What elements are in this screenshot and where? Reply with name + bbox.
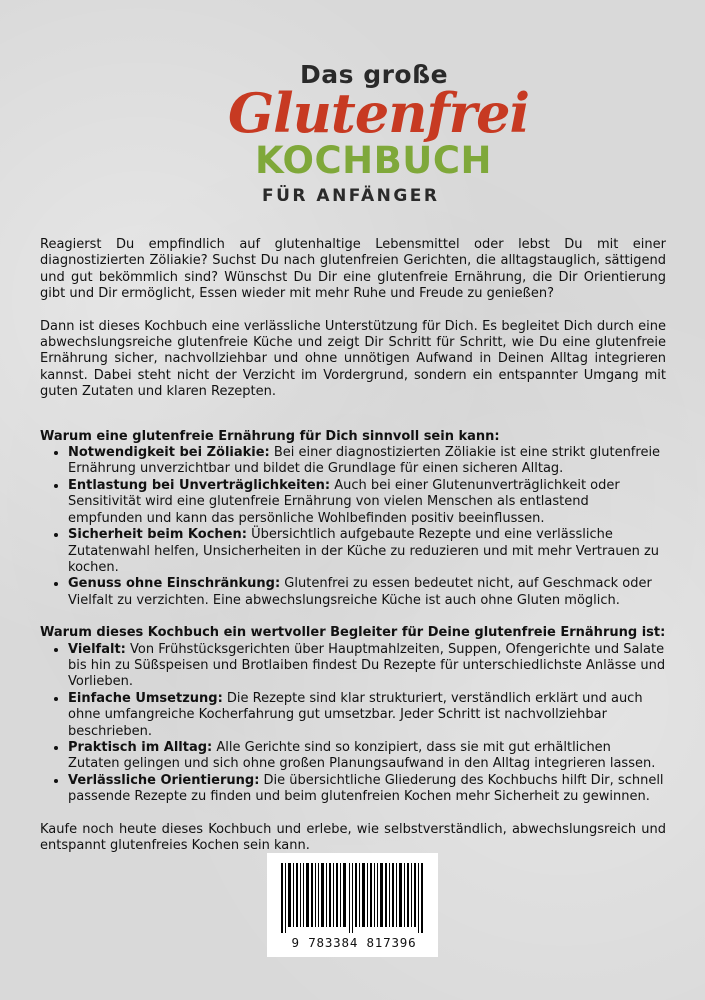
title-block (0, 0, 705, 215)
title-line-kochbuch: KOCHBUCH (255, 139, 492, 182)
list-item-text: Übersichtlich aufgebaute Rezepte und eine verlässliche Zutatenwahl helfen, Unsicherheiten in der Küche zu reduzieren und mit mehr Vertrauen zu kochen. (68, 527, 660, 575)
list-item-term: Entlastung bei Unverträglichkeiten: (68, 477, 331, 493)
back-cover-text (40, 237, 666, 854)
list-item-term: Praktisch im Alltag: (68, 739, 213, 755)
list-item-text: Von Frühstücksgerichten über Hauptmahlzeiten, Suppen, Ofengerichte und Salate bis hin zu Süßspeisen und Brotlaiben findest Du Rezepte für unterschiedlichste Anlässe und Vorlieben. (68, 641, 666, 690)
list-item-term: Einfache Umsetzung: (68, 690, 223, 706)
list-item (68, 691, 666, 740)
section1-list (40, 445, 666, 609)
section1-heading: Warum eine glutenfreie Ernährung für Dich sinnvoll sein kann: (40, 428, 500, 444)
list-item-text: Die Rezepte sind klar strukturiert, verständlich erklärt und auch ohne umfangreiche Kocherfahrung gut umsetzbar. Jeder Schritt ist nachvollziehbar beschrieben. (68, 690, 643, 739)
list-item (68, 773, 666, 806)
title-line-glutenfrei: Glutenfrei (228, 81, 530, 145)
isbn-barcode (267, 853, 438, 957)
list-item-term: Verlässliche Orientierung: (68, 772, 260, 788)
list-item (68, 527, 666, 576)
section2-list (40, 642, 666, 806)
list-item (68, 576, 666, 609)
title-line-das-grosse: Das große (300, 60, 449, 89)
intro-paragraph-2: Dann ist dieses Kochbuch eine verlässliche Unterstützung für Dich. Es begleitet Dich durch eine abwechslungsreiche glutenfreie Küche und zeigt Dir Schritt für Schritt, wie Du eine glutenfreie Ernährung sicher, nachvollziehbar und ohne unnötigen Aufwand in Deinen Alltag integrieren kannst. Dabei steht nicht der Verzicht im Vordergrund, sondern ein entspannter Umgang mit guten Zutaten und klaren Rezepten. (40, 318, 666, 400)
list-item-term: Notwendigkeit bei Zöliakie: (68, 445, 270, 461)
title-line-fuer-anfaenger: FÜR ANFÄNGER (262, 186, 440, 206)
barcode-icon (281, 863, 425, 933)
list-item (68, 740, 666, 773)
list-item (68, 445, 666, 478)
list-item-term: Genuss ohne Einschränkung: (68, 576, 281, 592)
list-item-text: Alle Gerichte sind so konzipiert, dass sie mit gut erhältlichen Zutaten gelingen und sich ohne großen Planungsaufwand in den Alltag integrieren lassen. (68, 739, 656, 772)
list-item-text: Glutenfrei zu essen bedeutet nicht, auf Geschmack oder Vielfalt zu verzichten. Eine abwechslungsreiche Küche ist auch ohne Gluten möglich. (68, 576, 652, 608)
section2-heading: Warum dieses Kochbuch ein wertvoller Begleiter für Deine glutenfreie Ernährung ist: (40, 625, 666, 641)
isbn-number: 9 783384 817396 (291, 935, 417, 950)
list-item-term: Sicherheit beim Kochen: (68, 527, 247, 543)
list-item-text: Die übersichtliche Gliederung des Kochbuchs hilft Dir, schnell passende Rezepte zu finden und beim glutenfreien Kochen mehr Sicherheit zu gewinnen. (68, 772, 664, 805)
list-item-text: Auch bei einer Glutenunverträglichkeit oder Sensitivität wird eine glutenfreie Ernährung von vielen Menschen als entlastend empfunden und kann das persönliche Wohlbefinden positiv beeinflussen. (68, 477, 620, 526)
list-item (68, 478, 666, 527)
closing-paragraph: Kaufe noch heute dieses Kochbuch und erlebe, wie selbstverständlich, abwechslungsreich und entspannt glutenfreies Kochen sein kann. (40, 821, 666, 853)
list-item (68, 642, 666, 691)
list-item-text: Bei einer diagnostizierten Zöliakie ist eine strikt glutenfreie Ernährung unverzichtbar und bildet die Grundlage für einen sicheren Alltag. (68, 445, 661, 477)
intro-paragraph-1: Reagierst Du empfindlich auf glutenhaltige Lebensmittel oder lebst Du mit einer diagnostizierten Zöliakie? Suchst Du nach glutenfreien Gerichten, die alltagstauglich, sättigend und gut bekömmlich sind? Wünschst Du Dir eine glutenfreie Ernährung, die Dir Orientierung gibt und Dir ermöglicht, Essen wieder mit mehr Ruhe und Freude zu genießen? (40, 237, 666, 302)
list-item-term: Vielfalt: (68, 641, 126, 657)
